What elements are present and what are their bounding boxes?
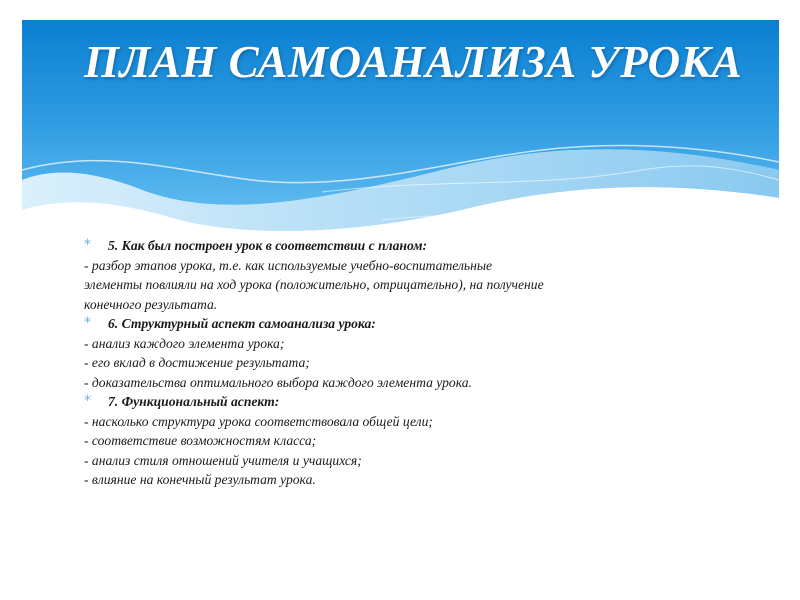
list-item: - разбор этапов урока, т.е. как используемые учебно-воспитательные: [84, 257, 493, 273]
list-item: элементы повлияли на ход урока (положительно, отрицательно), на получение: [84, 277, 544, 292]
section-heading: [84, 392, 724, 412]
slide-title: ПЛАН САМОАНАЛИЗА УРОКА: [84, 37, 743, 87]
asterisk-bullet-icon: *: [84, 393, 91, 409]
section-heading-text: 7. Функциональный аспект:: [108, 394, 280, 409]
list-item: - анализ стиля отношений учителя и учащихся;: [84, 452, 362, 468]
list-item: - его вклад в достижение результата;: [84, 355, 310, 370]
list-item: - насколько структура урока соответствовала общей цели;: [84, 413, 433, 429]
section-heading-text: 5. Как был построен урок в соответствии с планом:: [108, 238, 428, 253]
list-item: конечного результата.: [84, 296, 218, 312]
section-heading-text: 6. Структурный аспект самоанализа урока:: [108, 316, 376, 331]
list-item: - соответствие возможностям класса;: [84, 433, 317, 448]
section-heading: [84, 236, 724, 256]
list-item: - влияние на конечный результат урока.: [84, 472, 316, 487]
list-item: - доказательства оптимального выбора каждого элемента урока.: [84, 374, 472, 390]
asterisk-bullet-icon: *: [84, 237, 91, 253]
section-heading: [84, 314, 724, 334]
asterisk-bullet-icon: *: [84, 315, 91, 331]
content-body: [84, 236, 724, 490]
list-item: - анализ каждого элемента урока;: [84, 335, 285, 351]
